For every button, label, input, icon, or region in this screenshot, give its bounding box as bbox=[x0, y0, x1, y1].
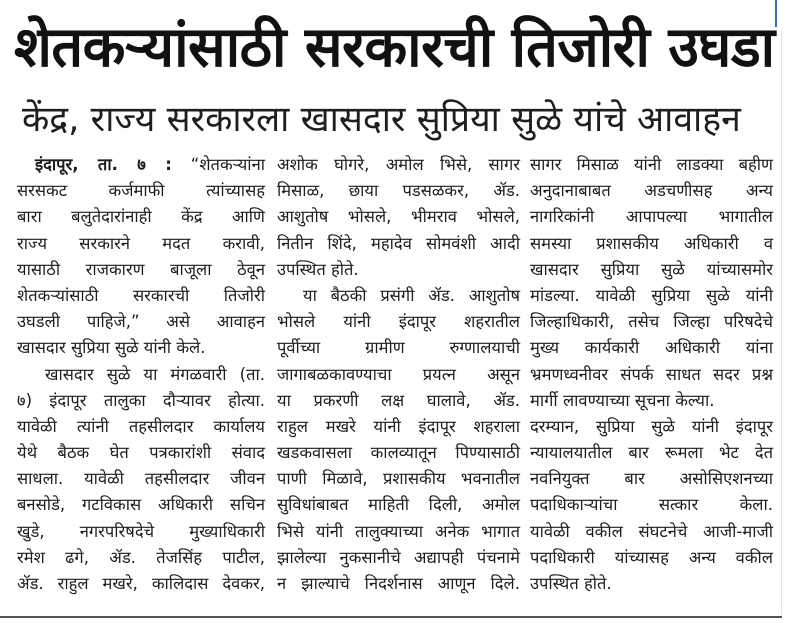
text-line: पूर्वीच्या ग्रामीण रुग्णालयाची bbox=[277, 338, 520, 358]
text-line: या बैठकी प्रसंगी ॲड. आशुतोष bbox=[303, 285, 520, 305]
text-line: मार्गी लावण्याच्या सूचना केल्या. bbox=[530, 390, 715, 410]
text-line: खासदार सुप्रिया सुळे यांच्यासमोर bbox=[530, 259, 773, 279]
text-line: पदाधिकारी यांच्यासह अन्य वकील bbox=[530, 547, 773, 567]
text-line: मुख्य कार्यकारी अधिकारी यांना bbox=[530, 338, 773, 358]
text-line: उघडली पाहिजे,” असे आवाहन bbox=[17, 312, 265, 332]
text-line: या प्रकरणी लक्ष घालावे, ॲड. bbox=[277, 390, 520, 410]
text-line: यावेळी त्यांनी तहसीलदार कार्यालय bbox=[17, 416, 265, 436]
text-line: अशोक घोगरे, अमोल भिसे, सागर bbox=[277, 155, 520, 174]
text-line: झालेल्या नुकसानीचे अद्यापही पंचनामे bbox=[277, 547, 520, 567]
text-line: सागर मिसाळ यांनी लाडक्या बहीण bbox=[530, 155, 773, 174]
text-line: जिल्हाधिकारी, तसेच जिल्हा परिषदेचे bbox=[530, 312, 773, 332]
subheadline: केंद्र, राज्य सरकारला खासदार सुप्रिया सुळे यांचे आवाहन bbox=[22, 99, 741, 140]
text-line: भोसले यांनी इंदापूर शहरातील bbox=[277, 312, 520, 332]
text-line: साधला. यावेळी तहसीलदार जीवन bbox=[17, 469, 265, 489]
text-line: भिसे यांनी तालुक्याच्या अनेक भागात bbox=[277, 521, 520, 541]
text-line: पाणी मिळावे, प्रशासकीय भवनातील bbox=[277, 469, 520, 489]
frame-rule-bottom bbox=[0, 616, 782, 618]
text-line: मिसाळ, छाया पडसळकर, ॲड. bbox=[277, 181, 520, 201]
headline: शेतकऱ्यांसाठी सरकारची तिजोरी उघडा bbox=[14, 15, 775, 80]
text-line: उपस्थित होते. bbox=[530, 574, 612, 593]
text-line-rest: “शेतकऱ्यांना bbox=[190, 155, 265, 174]
text-line: राहुल मखरे यांनी इंदापूर शहराला bbox=[277, 416, 520, 436]
text-line: सरसकट कर्जमाफी त्यांच्यासह bbox=[17, 181, 265, 201]
text-line: आशुतोष भोसले, भीमराव भोसले, bbox=[277, 207, 520, 227]
text-line: ७) इंदापूर तालुका दौऱ्यावर होत्या. bbox=[17, 390, 265, 410]
text-line: बनसोडे, गटविकास अधिकारी सचिन bbox=[17, 495, 265, 515]
text-line: अनुदानाबाबत अडचणीसह अन्य bbox=[530, 181, 773, 201]
text-line: ॲड. राहुल मखरे, कालिदास देवकर, bbox=[17, 574, 265, 593]
text-line: नवनियुक्त बार असोसिएशनच्या bbox=[530, 469, 773, 489]
text-line: नागरिकांनी आपापल्या भागातील bbox=[530, 207, 773, 227]
scan-edge-shade bbox=[781, 30, 782, 615]
dateline: इंदापूर, ता. ७ : bbox=[35, 155, 172, 174]
text-line: खडकवासला कालव्यातून पिण्यासाठी bbox=[277, 443, 520, 463]
text-line: खासदार सुप्रिया सुळे यांनी केले. bbox=[17, 338, 206, 358]
article-column-2 bbox=[277, 152, 520, 597]
text-line: दरम्यान, सुप्रिया सुळे यांनी इंदापूर bbox=[530, 416, 773, 436]
text-line: खुडे, नगरपरिषदेचे मुख्याधिकारी bbox=[17, 521, 265, 541]
text-line: राज्य सरकारने मदत करावी, bbox=[17, 233, 265, 253]
text-line: न झाल्याचे निदर्शनास आणून दिले. bbox=[277, 574, 520, 593]
text-line: उपस्थित होते. bbox=[277, 259, 359, 279]
text-line: येथे बैठक घेत पत्रकारांशी संवाद bbox=[17, 443, 265, 463]
text-line: समस्या प्रशासकीय अधिकारी व bbox=[530, 233, 773, 253]
text-line: जागाबळकावण्याचा प्रयत्न असून bbox=[277, 364, 520, 384]
text-line: भ्रमणध्वनीवर संपर्क साधत सदर प्रश्न bbox=[530, 364, 773, 384]
text-line: यावेळी वकील संघटनेचे आजी-माजी bbox=[530, 521, 773, 541]
text-line bbox=[17, 152, 265, 178]
text-line: पदाधिकाऱ्यांचा सत्कार केला. bbox=[530, 495, 773, 515]
article-column-1 bbox=[17, 152, 265, 597]
article-column-3 bbox=[530, 152, 773, 597]
text-line: बारा बलुतेदारांनाही केंद्र आणि bbox=[17, 207, 265, 227]
text-line: सुविधांबाबत माहिती दिली, अमोल bbox=[277, 495, 520, 515]
text-line: मांडल्या. यावेळी सुप्रिया सुळे यांनी bbox=[530, 285, 773, 305]
text-line: रमेश ढगे, ॲड. तेजसिंह पाटील, bbox=[17, 547, 265, 567]
text-line: न्यायालयातील बार रूमला भेट देत bbox=[530, 443, 773, 463]
text-line: यासाठी राजकारण बाजूला ठेवून bbox=[17, 259, 265, 279]
text-line: नितीन शिंदे, महादेव सोमवंशी आदी bbox=[277, 233, 520, 253]
text-line: शेतकऱ्यांसाठी सरकारची तिजोरी bbox=[17, 285, 265, 305]
text-line: खासदार सुळे या मंगळवारी (ता. bbox=[45, 364, 265, 384]
frame-rule-right bbox=[775, 0, 777, 27]
